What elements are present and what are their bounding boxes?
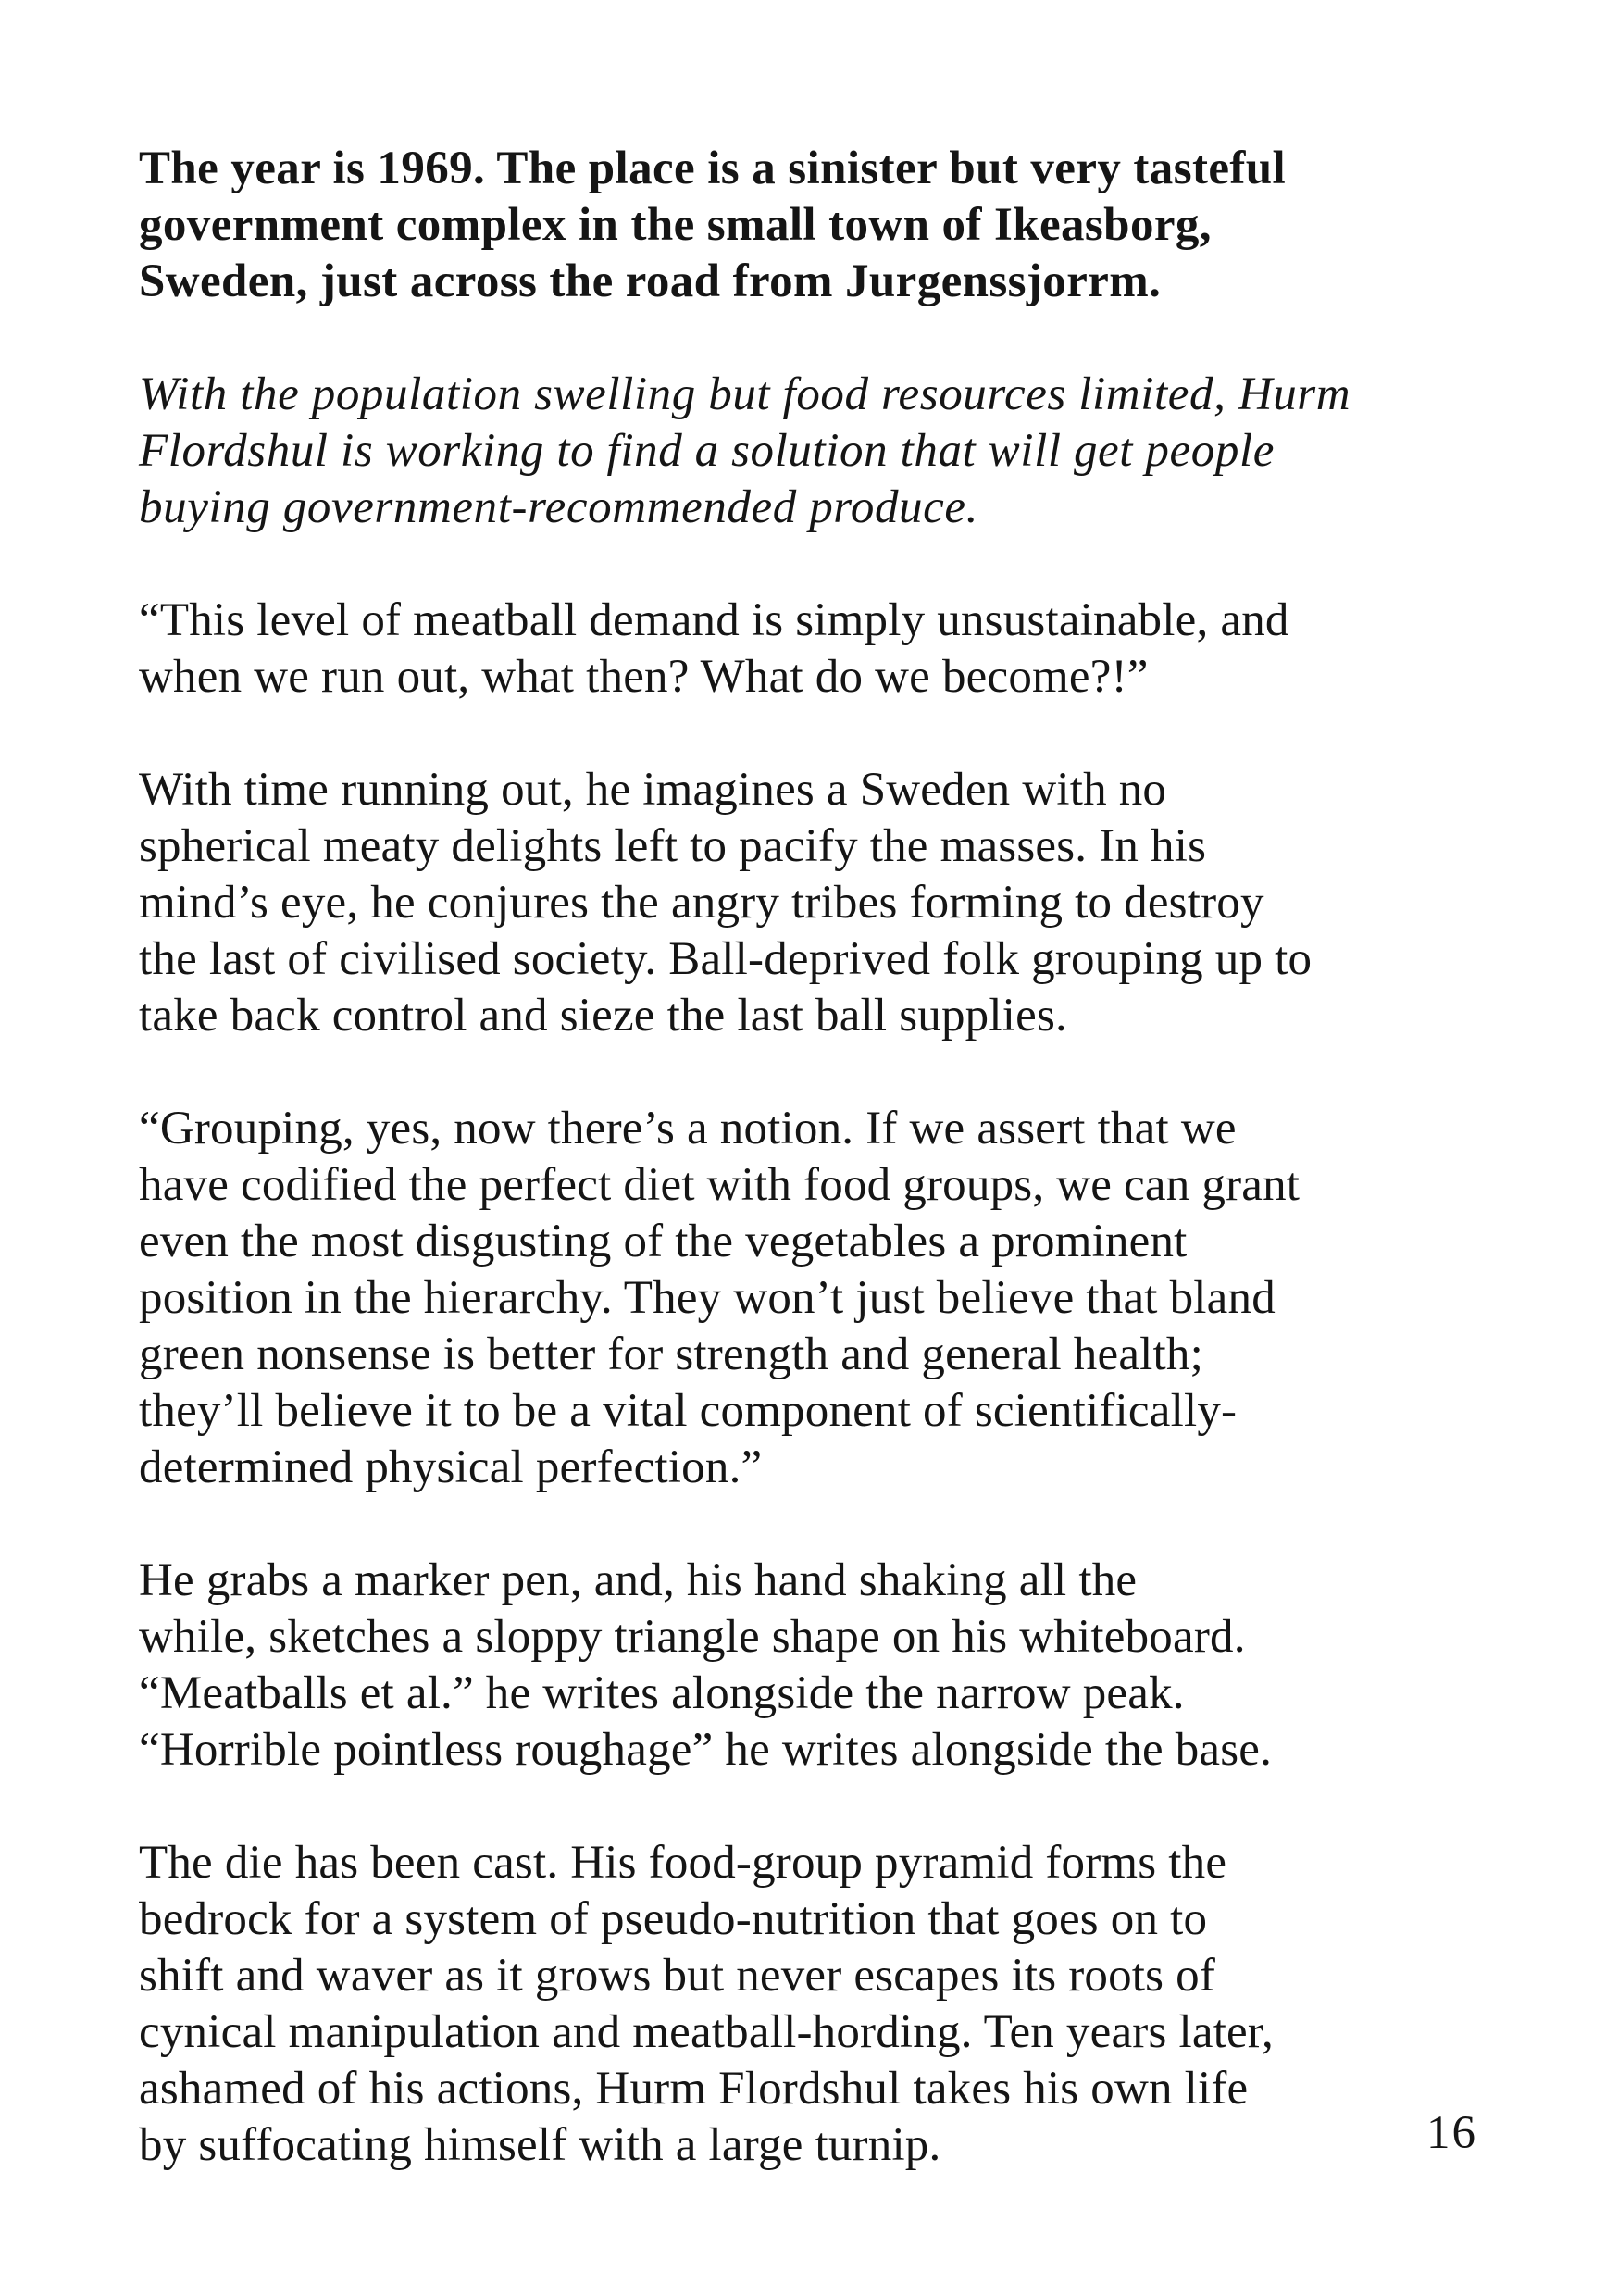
text-line: shift and waver as it grows but never escapes its roots of — [139, 1950, 1216, 2002]
paragraph-intro-heading — [139, 141, 1520, 310]
text-line: With the population swelling but food resources limited, Hurm — [139, 368, 1351, 420]
text-line: the last of civilised society. Ball-deprived folk grouping up to — [139, 933, 1313, 985]
paragraph-narration-legacy — [139, 1835, 1520, 2174]
text-line: “This level of meatball demand is simply unsustainable, and — [139, 594, 1289, 646]
text-line: “Meatballs et al.” he writes alongside the narrow peak. — [139, 1667, 1185, 1719]
text-line: have codified the perfect diet with food groups, we can grant — [139, 1159, 1301, 1211]
page-number: 16 — [1426, 2107, 1477, 2159]
text-line: “Grouping, yes, now there’s a notion. If we assert that we — [139, 1103, 1237, 1154]
page-content — [139, 141, 1520, 2230]
text-line: while, sketches a sloppy triangle shape on his whiteboard. — [139, 1611, 1246, 1663]
text-line: when we run out, what then? What do we become?!” — [139, 651, 1149, 703]
text-line: they’ll believe it to be a vital component of scientifically- — [139, 1385, 1238, 1437]
text-line: even the most disgusting of the vegetables a prominent — [139, 1216, 1188, 1267]
paragraph-narration-imagines — [139, 762, 1520, 1044]
text-line: cynical manipulation and meatball-hording. Ten years later, — [139, 2006, 1274, 2058]
text-line: determined physical perfection.” — [139, 1441, 763, 1493]
text-line: take back control and sieze the last ball supplies. — [139, 990, 1067, 1042]
text-line: green nonsense is better for strength and general health; — [139, 1329, 1203, 1380]
paragraph-narrator-setup — [139, 367, 1520, 536]
paragraph-quote-grouping — [139, 1101, 1520, 1496]
text-line: The year is 1969. The place is a sinister but very tasteful — [139, 143, 1287, 194]
text-line: mind’s eye, he conjures the angry tribes forming to destroy — [139, 877, 1264, 929]
text-line: spherical meaty delights left to pacify the masses. In his — [139, 820, 1207, 872]
text-line: government complex in the small town of Ikeasborg, — [139, 199, 1212, 251]
text-line: bedrock for a system of pseudo-nutrition that goes on to — [139, 1893, 1208, 1945]
paragraph-quote-meatball-demand — [139, 593, 1520, 705]
text-line: position in the hierarchy. They won’t just believe that bland — [139, 1272, 1276, 1324]
paragraph-narration-whiteboard — [139, 1553, 1520, 1778]
text-line: He grabs a marker pen, and, his hand shaking all the — [139, 1554, 1138, 1606]
text-line: buying government-recommended produce. — [139, 481, 978, 533]
text-line: With time running out, he imagines a Sweden with no — [139, 764, 1167, 816]
text-line: Sweden, just across the road from Jurgenssjorrm. — [139, 256, 1162, 307]
text-line: ashamed of his actions, Hurm Flordshul takes his own life — [139, 2063, 1249, 2115]
text-line: “Horrible pointless roughage” he writes alongside the base. — [139, 1724, 1273, 1776]
text-line: The die has been cast. His food-group pyramid forms the — [139, 1837, 1227, 1889]
text-line: by suffocating himself with a large turnip. — [139, 2119, 941, 2171]
text-line: Flordshul is working to find a solution that will get people — [139, 425, 1275, 477]
